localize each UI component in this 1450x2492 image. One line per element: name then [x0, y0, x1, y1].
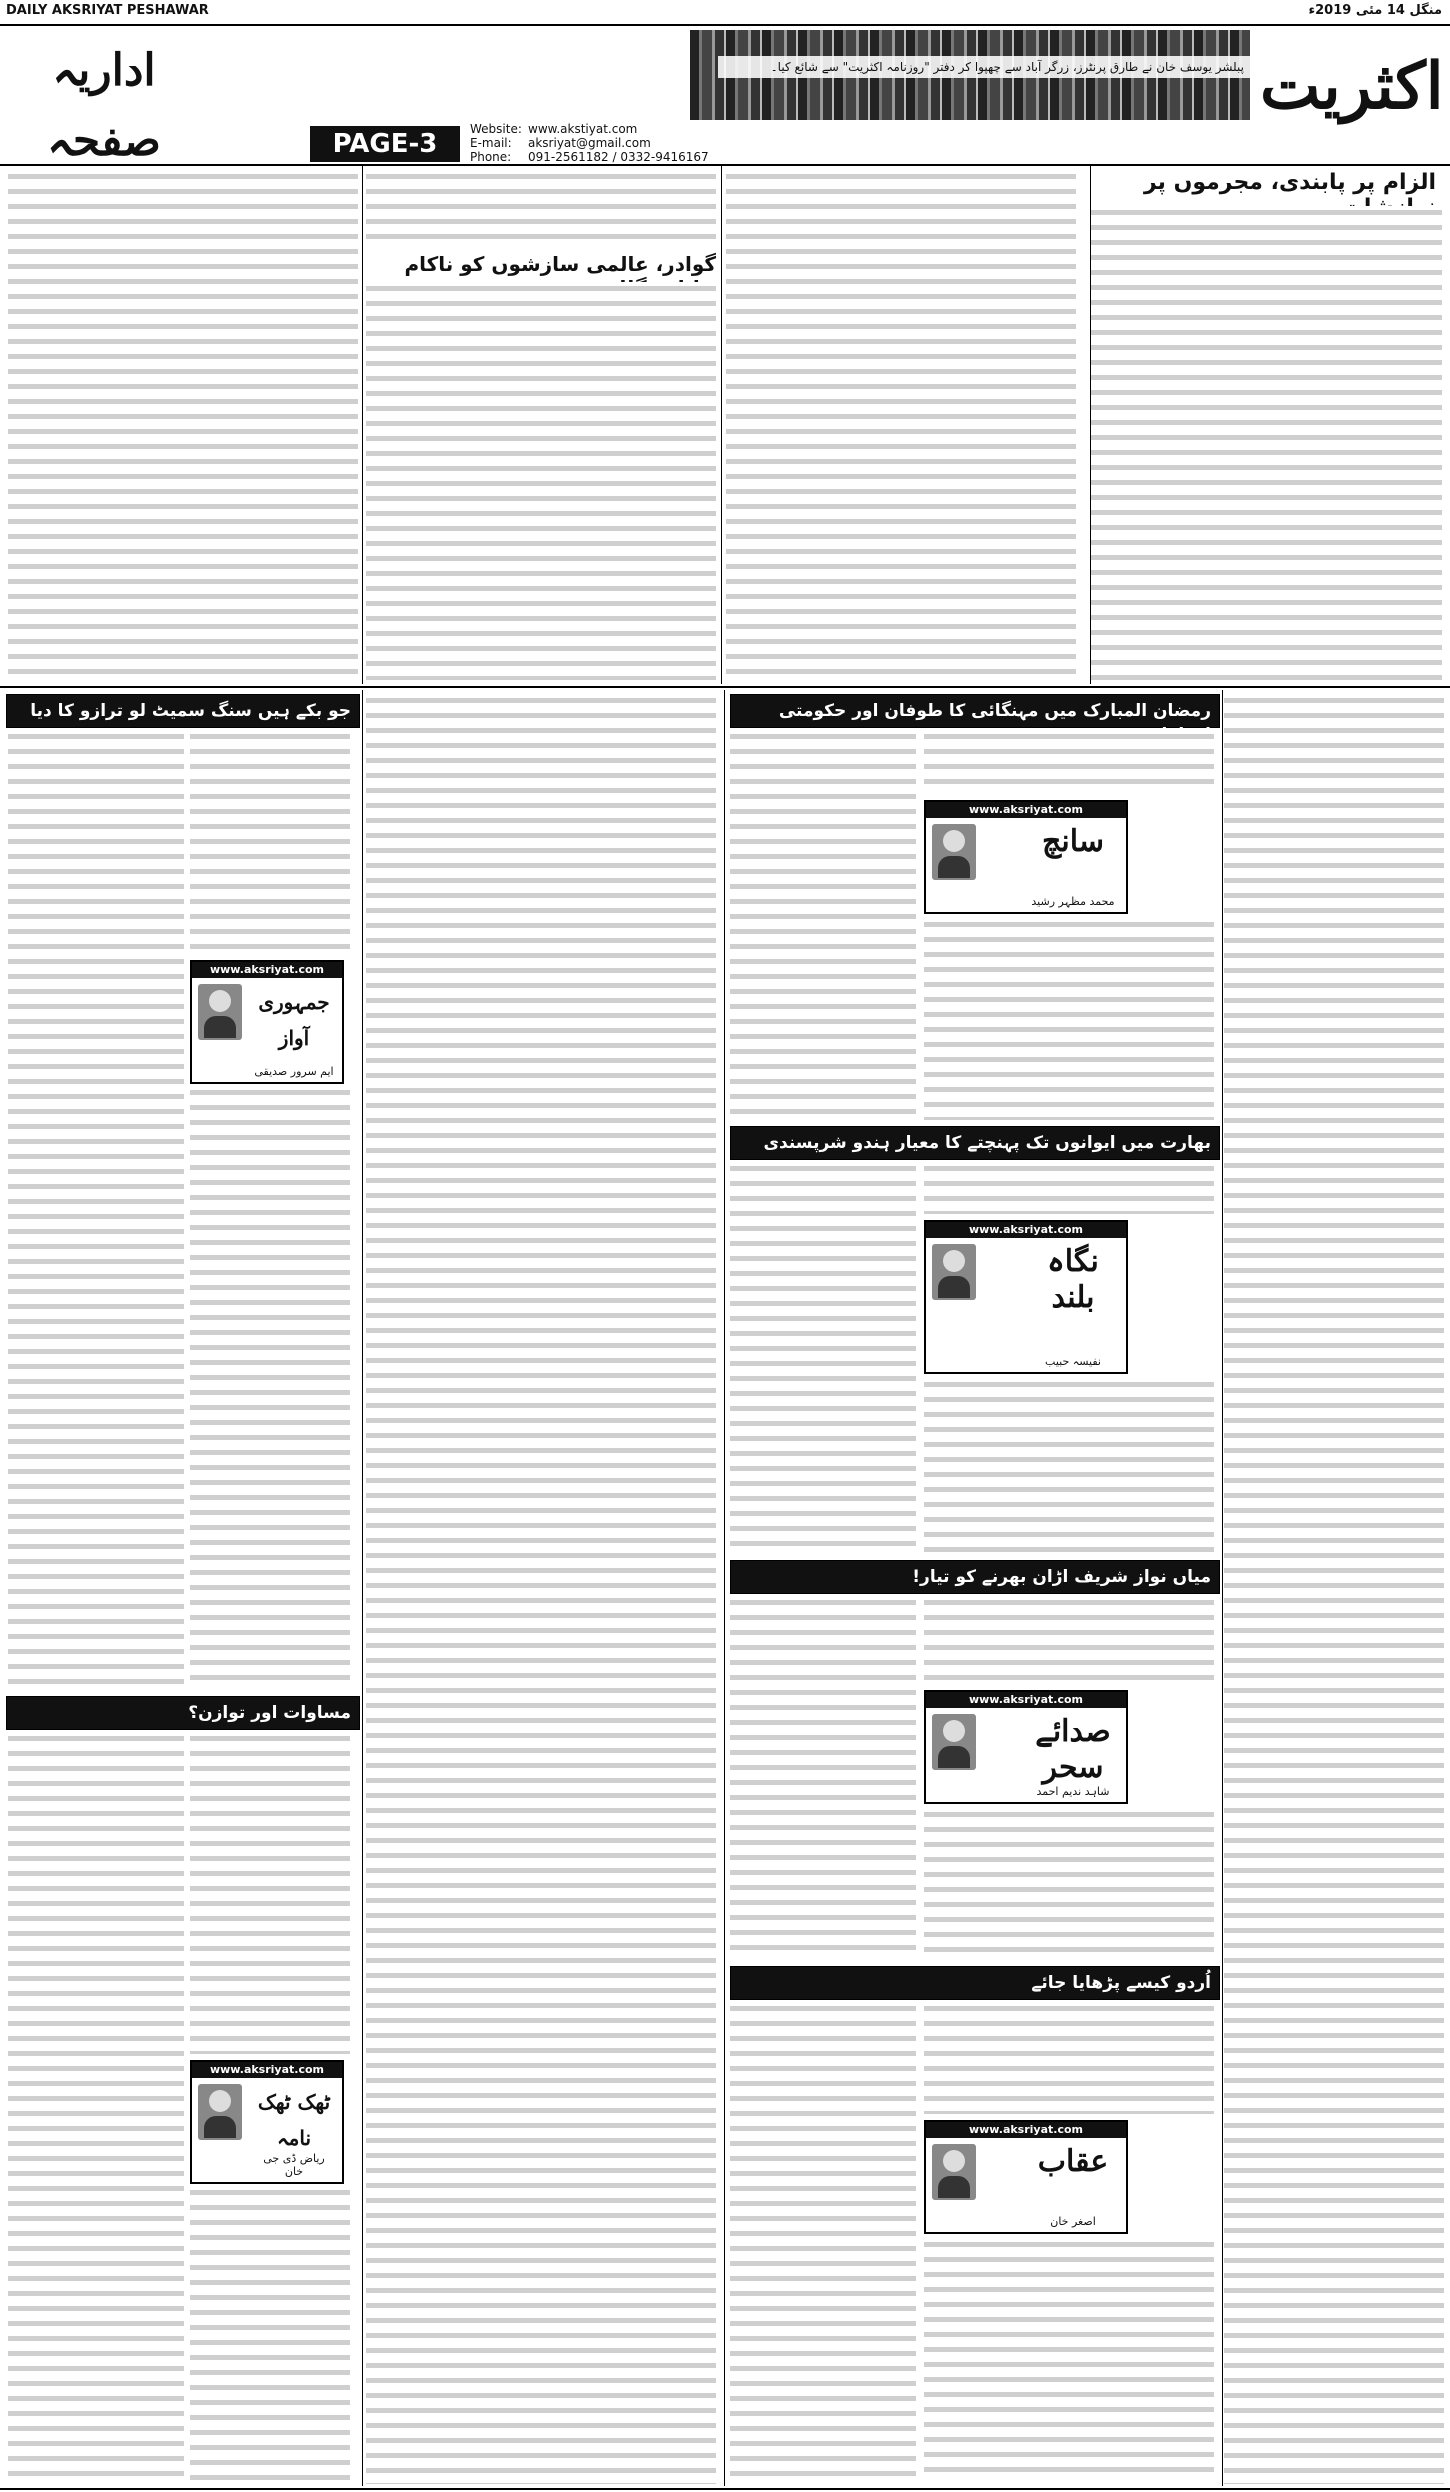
newspaper-name-label: DAILY AKSRIYAT PESHAWAR — [6, 3, 209, 18]
editorial-1-text — [1090, 206, 1442, 680]
website-link[interactable]: www.akstiyat.com — [528, 122, 638, 136]
column-text — [924, 2238, 1214, 2482]
section-divider — [0, 686, 1450, 688]
page-number-badge: PAGE-3 — [310, 126, 460, 162]
column-name: جمہوری آواز — [258, 990, 330, 1050]
author-photo — [932, 824, 976, 880]
column-name: صدائے سحر — [1035, 1714, 1111, 1785]
phone-label: Phone: — [470, 150, 512, 164]
email-label: E-mail: — [470, 136, 512, 150]
author-photo — [932, 2144, 976, 2200]
column-divider — [1222, 690, 1223, 2486]
author-name: اصغر خان — [1050, 2215, 1096, 2228]
editorial-1-text-end — [366, 170, 716, 248]
page-bottom-rule — [0, 2488, 1450, 2490]
column-text — [8, 730, 184, 1690]
publisher-note: پبلشر یوسف خان نے طارق پرنٹرز، زرگر آباد سے چھپوا کر دفتر "روزنامہ اکثریت" سے شائع کیا۔ — [718, 56, 1250, 78]
editorial-page-badge: اداریہ صفحہ — [47, 45, 161, 166]
column-text — [190, 2186, 350, 2484]
column-text — [730, 1162, 916, 1552]
editorial-2-text — [366, 282, 716, 680]
column-byline-box — [190, 2060, 344, 2184]
top-strip — [0, 0, 1450, 22]
column-text — [190, 730, 350, 954]
contact-info — [470, 122, 730, 164]
author-photo — [932, 1714, 976, 1770]
column-text — [924, 1162, 1214, 1214]
site-label: www.aksriyat.com — [926, 802, 1126, 818]
column-title-bar: بھارت میں ایوانوں تک پہنچتے کا معیار ہندو شرپسندی — [730, 1126, 1220, 1160]
column-text — [924, 1378, 1214, 1552]
column-name: عقاب — [1037, 2144, 1109, 2179]
column-byline-box — [924, 2120, 1128, 2234]
newspaper-logo: اکثریت — [1260, 49, 1444, 124]
column-text — [730, 730, 916, 1120]
column-title-bar: جو بکے ہیں سنگ سمیٹ لو ترازو کا دیا — [6, 694, 360, 728]
column-divider — [362, 166, 363, 684]
author-photo — [198, 2084, 242, 2140]
column-text — [924, 1596, 1214, 1684]
author-name: ایم سرور صدیقی — [254, 1065, 334, 1078]
column-name: سانچ — [1042, 824, 1104, 859]
column-byline-box — [924, 1220, 1128, 1374]
issue-date: منگل 14 مئی 2019ء — [1308, 3, 1442, 18]
site-label: www.aksriyat.com — [926, 2122, 1126, 2138]
site-label: www.aksriyat.com — [926, 1692, 1126, 1708]
site-label: www.aksriyat.com — [192, 962, 342, 978]
column-name: نگاہ بلند — [1047, 1244, 1099, 1315]
site-label: www.aksriyat.com — [192, 2062, 342, 2078]
column-byline-box — [924, 800, 1128, 914]
editorial-headline-1: الزام پر پابندی، مجرموں پر — [1143, 170, 1436, 195]
editorial-2-text-cont — [8, 170, 358, 680]
editorial-1-text-cont — [726, 170, 1076, 680]
column-divider — [724, 690, 725, 2486]
column-text — [730, 1596, 916, 1958]
masthead — [0, 24, 1450, 166]
column-title-bar: رمضان المبارک میں مہنگائی کا طوفان اور حکومتی — [730, 694, 1220, 728]
column-text — [190, 1086, 350, 1690]
column-continuation-text — [366, 694, 716, 2484]
phone-number: 091-2561182 / 0332-9416167 — [528, 150, 709, 164]
column-byline-box — [190, 960, 344, 1084]
column-title-bar: اُردو کیسے پڑھایا جائے — [730, 1966, 1220, 2000]
column-text — [8, 1732, 184, 2484]
author-name: محمد مظہر رشید — [1031, 895, 1115, 908]
column-title-bar: میاں نواز شریف اڑان بھرنے کو تیار! — [730, 1560, 1220, 1594]
editorial-headline-2: گوادر، عالمی سازشوں کو ناکام — [404, 252, 716, 276]
author-name: شاہد ندیم احمد — [1036, 1785, 1110, 1798]
column-divider — [721, 166, 722, 684]
column-title-bar: مساوات اور توازن؟ — [6, 1696, 360, 1730]
column-name: ٹھک ٹھک نامہ — [257, 2090, 331, 2150]
author-name: ریاض ڈی جی خان — [263, 2152, 325, 2178]
column-divider — [362, 690, 363, 2486]
editorial-1-continuation — [1224, 694, 1444, 2484]
column-text — [190, 1732, 350, 2054]
column-text — [924, 918, 1214, 1120]
author-name: نفیسہ حبیب — [1045, 1355, 1101, 1368]
column-text — [924, 730, 1214, 794]
column-text — [924, 1808, 1214, 1958]
column-byline-box — [924, 1690, 1128, 1804]
site-label: www.aksriyat.com — [926, 1222, 1126, 1238]
website-label: Website: — [470, 122, 522, 136]
column-divider — [1090, 166, 1091, 684]
author-photo — [198, 984, 242, 1040]
email-link[interactable]: aksriyat@gmail.com — [528, 136, 651, 150]
author-photo — [932, 1244, 976, 1300]
column-text — [924, 2002, 1214, 2114]
column-text — [730, 2002, 916, 2482]
